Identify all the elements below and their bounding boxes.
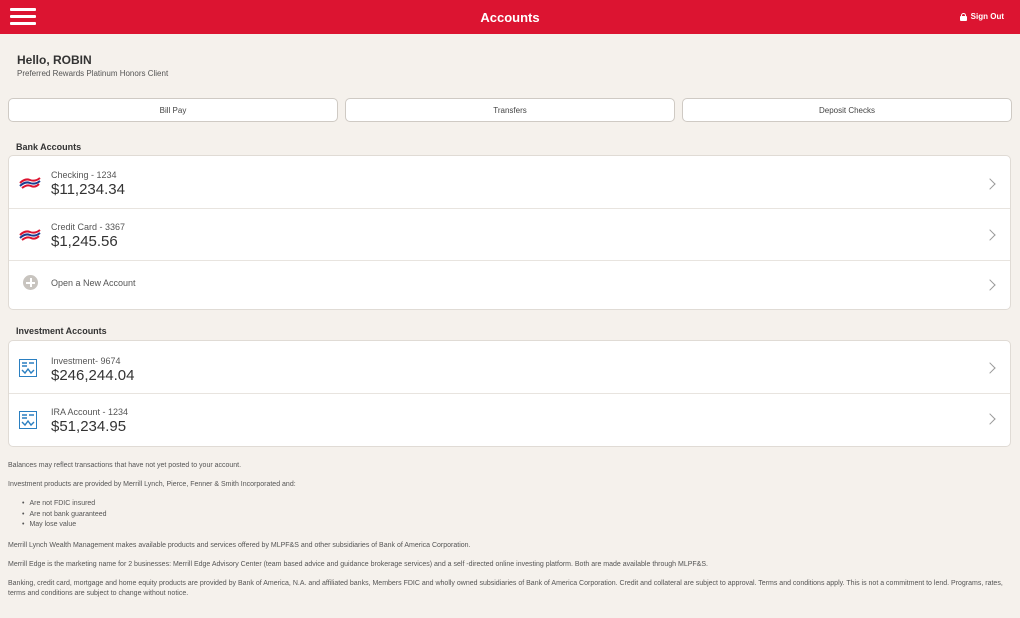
account-row-investment[interactable]: [9, 341, 1010, 394]
sign-out-label: Sign Out: [970, 12, 1004, 21]
account-balance: $51,234.95: [51, 418, 127, 435]
account-balance: $246,244.04: [51, 367, 135, 384]
investment-provider-disclaimer: Investment products are provided by Merrill Lynch, Pierce, Fenner & Smith Incorporated and:: [8, 481, 296, 488]
open-new-account-row[interactable]: [9, 261, 1010, 309]
page-title: Accounts: [480, 10, 540, 25]
account-row-ira[interactable]: [9, 394, 1010, 446]
sign-out-button[interactable]: [960, 12, 1004, 21]
wealth-management-disclaimer: Merrill Lynch Wealth Management makes available products and services offered by MLPF&S and other subsidiaries of Bank of America Corporation.: [8, 542, 471, 549]
balances-disclaimer: Balances may reflect transactions that have not yet posted to your account.: [8, 462, 242, 469]
bill-pay-button[interactable]: Bill Pay: [8, 98, 338, 122]
chevron-right-icon: [984, 229, 995, 240]
account-row-checking[interactable]: [9, 156, 1010, 209]
account-balance: $11,234.34: [51, 181, 125, 198]
chevron-right-icon: [984, 413, 995, 424]
open-new-account-label: Open a New Account: [51, 278, 136, 288]
risk-bullet: • Are not FDIC insured: [22, 499, 107, 510]
lock-icon: [960, 13, 967, 21]
banking-disclaimer: Banking, credit card, mortgage and home equity products are provided by Bank of America, N.A. and affiliated banks, Members FDIC and wholly owned subsidiaries of Bank of America Corporation. Credit and collateral are subject to approval. Terms and conditions apply. This is not a commitment to lend. Programs, rates, terms and conditions are subject to change without notice.: [8, 580, 1003, 597]
transfers-button[interactable]: Transfers: [345, 98, 675, 122]
merrill-edge-disclaimer: Merrill Edge is the marketing name for 2 businesses: Merrill Edge Advisory Center (team based advice and guidance brokerage services) and a self -directed online investing platform. Both are made available through MLPF&S.: [8, 561, 708, 568]
plus-circle-icon: [23, 275, 38, 290]
account-row-credit-card[interactable]: [9, 209, 1010, 261]
bank-of-america-flag-icon: [19, 229, 41, 241]
risk-bullet: • Are not bank guaranteed: [22, 510, 107, 521]
deposit-checks-button[interactable]: Deposit Checks: [682, 98, 1012, 122]
account-name: IRA Account - 1234: [51, 407, 129, 417]
client-tier: Preferred Rewards Platinum Honors Client: [17, 69, 169, 78]
investment-accounts-card: [8, 340, 1011, 447]
chevron-right-icon: [984, 178, 995, 189]
merrill-edge-icon: [19, 359, 37, 377]
account-balance: $1,245.56: [51, 233, 118, 250]
bank-of-america-flag-icon: [19, 177, 41, 189]
chevron-right-icon: [984, 279, 995, 290]
user-greeting: Hello, ROBIN: [17, 53, 92, 67]
bank-accounts-card: [8, 155, 1011, 310]
risk-bullet: • May lose value: [22, 520, 107, 531]
chevron-right-icon: [984, 362, 995, 373]
account-name: Investment- 9674: [51, 356, 121, 366]
bank-accounts-heading: Bank Accounts: [16, 142, 82, 152]
account-name: Credit Card - 3367: [51, 222, 126, 232]
top-bar: [0, 0, 1020, 34]
merrill-edge-icon: [19, 411, 37, 429]
account-name: Checking - 1234: [51, 170, 117, 180]
investment-risk-list: [22, 499, 107, 531]
investment-accounts-heading: Investment Accounts: [16, 326, 107, 336]
